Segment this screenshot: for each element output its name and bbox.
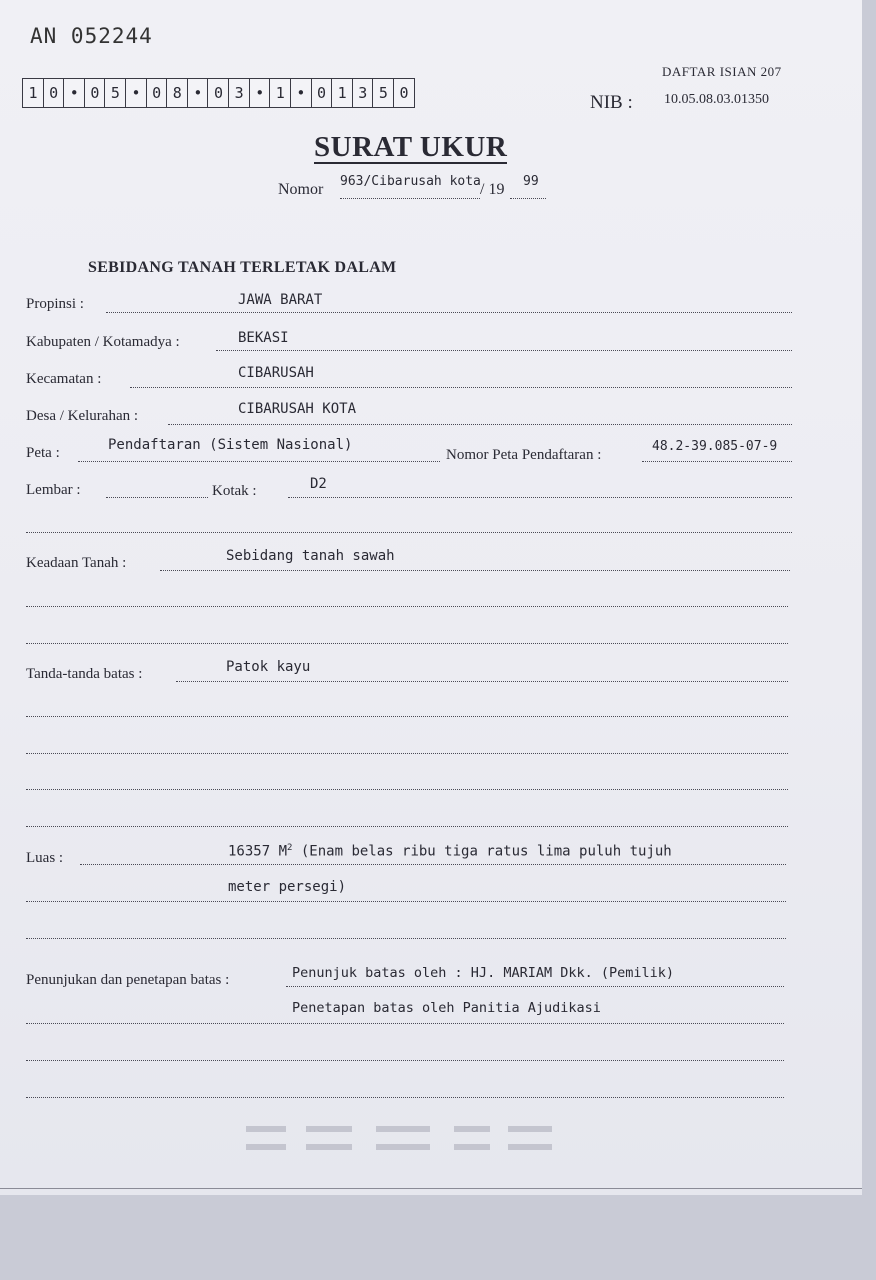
luas-number: 16357 M <box>228 843 288 860</box>
kotak-dotted-line <box>288 497 792 498</box>
lembar-label: Lembar : <box>26 482 81 498</box>
luas-text-line-2: meter persegi) <box>228 879 347 895</box>
blank-line <box>26 716 788 717</box>
code-separator-box: • <box>63 78 85 108</box>
luas-dotted-line <box>80 864 786 865</box>
blank-line <box>26 938 786 939</box>
penunjukan-dotted-line <box>286 986 784 987</box>
code-digit-box: 3 <box>352 78 374 108</box>
code-digit-box: 8 <box>166 78 188 108</box>
document-title: SURAT UKUR <box>314 131 508 163</box>
desa-dotted-line <box>168 424 792 425</box>
parcel-code-boxes <box>22 78 414 108</box>
propinsi-dotted-line <box>106 312 792 313</box>
nib-value: 10.05.08.03.01350 <box>664 92 769 107</box>
penunjukan-dotted-line-2 <box>26 1023 784 1024</box>
code-digit-box: 0 <box>43 78 65 108</box>
nomor-peta-dotted-line <box>642 461 792 462</box>
luas-value <box>228 843 672 860</box>
kabupaten-value: BEKASI <box>238 330 289 346</box>
nomor-peta-label: Nomor Peta Pendaftaran : <box>446 447 602 463</box>
code-separator-box: • <box>249 78 271 108</box>
serial-number: AN 052244 <box>30 24 153 48</box>
keadaan-tanah-label: Keadaan Tanah : <box>26 555 127 571</box>
luas-superscript: 2 <box>287 843 293 853</box>
nomor-year-prefix: / 19 <box>480 181 505 198</box>
blank-line <box>26 753 788 754</box>
nomor-peta-value: 48.2-39.085-07-9 <box>652 439 778 454</box>
code-digit-box: 5 <box>372 78 394 108</box>
nomor-year-dotted-line <box>510 198 546 199</box>
kotak-value: D2 <box>310 476 327 492</box>
keadaan-tanah-dotted-line <box>160 570 790 571</box>
peta-dotted-line <box>78 461 440 462</box>
code-digit-box: 0 <box>84 78 106 108</box>
propinsi-label: Propinsi : <box>26 296 84 312</box>
tanda-batas-value: Patok kayu <box>226 659 311 675</box>
penunjukan-label: Penunjukan dan penetapan batas : <box>26 972 230 988</box>
nomor-year: 99 <box>523 174 539 189</box>
penunjukan-value-2: Penetapan batas oleh Panitia Ajudikasi <box>292 1000 601 1016</box>
code-digit-box: 1 <box>22 78 44 108</box>
kecamatan-value: CIBARUSAH <box>238 365 314 381</box>
kabupaten-label: Kabupaten / Kotamadya : <box>26 334 180 350</box>
lembar-dotted-line <box>106 497 208 498</box>
code-separator-box: • <box>125 78 147 108</box>
luas-dotted-line-2 <box>26 901 786 902</box>
peta-value: Pendaftaran (Sistem Nasional) <box>108 437 353 453</box>
kabupaten-dotted-line <box>216 350 792 351</box>
tanda-batas-label: Tanda-tanda batas : <box>26 666 143 682</box>
keadaan-tanah-value: Sebidang tanah sawah <box>226 548 395 564</box>
nib-label: NIB : <box>590 92 633 113</box>
daftar-isian-label: DAFTAR ISIAN 207 <box>662 64 782 79</box>
code-digit-box: 3 <box>228 78 250 108</box>
desa-label: Desa / Kelurahan : <box>26 408 139 424</box>
kotak-label: Kotak : <box>212 483 257 499</box>
blank-line <box>26 1060 784 1061</box>
code-digit-box: 0 <box>311 78 333 108</box>
nomor-label: Nomor <box>278 181 324 198</box>
code-digit-box: 0 <box>393 78 415 108</box>
blank-line <box>26 643 788 644</box>
code-digit-box: 0 <box>207 78 229 108</box>
nomor-value: 963/Cibarusah kota <box>340 174 481 189</box>
kecamatan-dotted-line <box>130 387 792 388</box>
blank-line <box>26 1097 784 1098</box>
blank-line <box>26 532 792 533</box>
code-separator-box: • <box>290 78 312 108</box>
section-title: SEBIDANG TANAH TERLETAK DALAM <box>88 259 397 276</box>
blank-line <box>26 826 788 827</box>
faint-stamp-imprint <box>236 1118 576 1178</box>
luas-text-line-1: (Enam belas ribu tiga ratus lima puluh tujuh <box>300 843 672 860</box>
code-separator-box: • <box>187 78 209 108</box>
blank-line <box>26 789 788 790</box>
kecamatan-label: Kecamatan : <box>26 371 102 387</box>
penunjukan-value-1: Penunjuk batas oleh : HJ. MARIAM Dkk. (Pemilik) <box>292 965 675 981</box>
luas-label: Luas : <box>26 850 64 866</box>
peta-label: Peta : <box>26 445 60 461</box>
code-digit-box: 0 <box>146 78 168 108</box>
desa-value: CIBARUSAH KOTA <box>238 401 357 417</box>
code-digit-box: 1 <box>331 78 353 108</box>
propinsi-value: JAWA BARAT <box>238 292 323 308</box>
tanda-batas-dotted-line <box>176 681 788 682</box>
page-bottom-edge <box>0 1188 862 1189</box>
nomor-dotted-line <box>340 198 480 199</box>
code-digit-box: 5 <box>104 78 126 108</box>
code-digit-box: 1 <box>269 78 291 108</box>
blank-line <box>26 606 788 607</box>
